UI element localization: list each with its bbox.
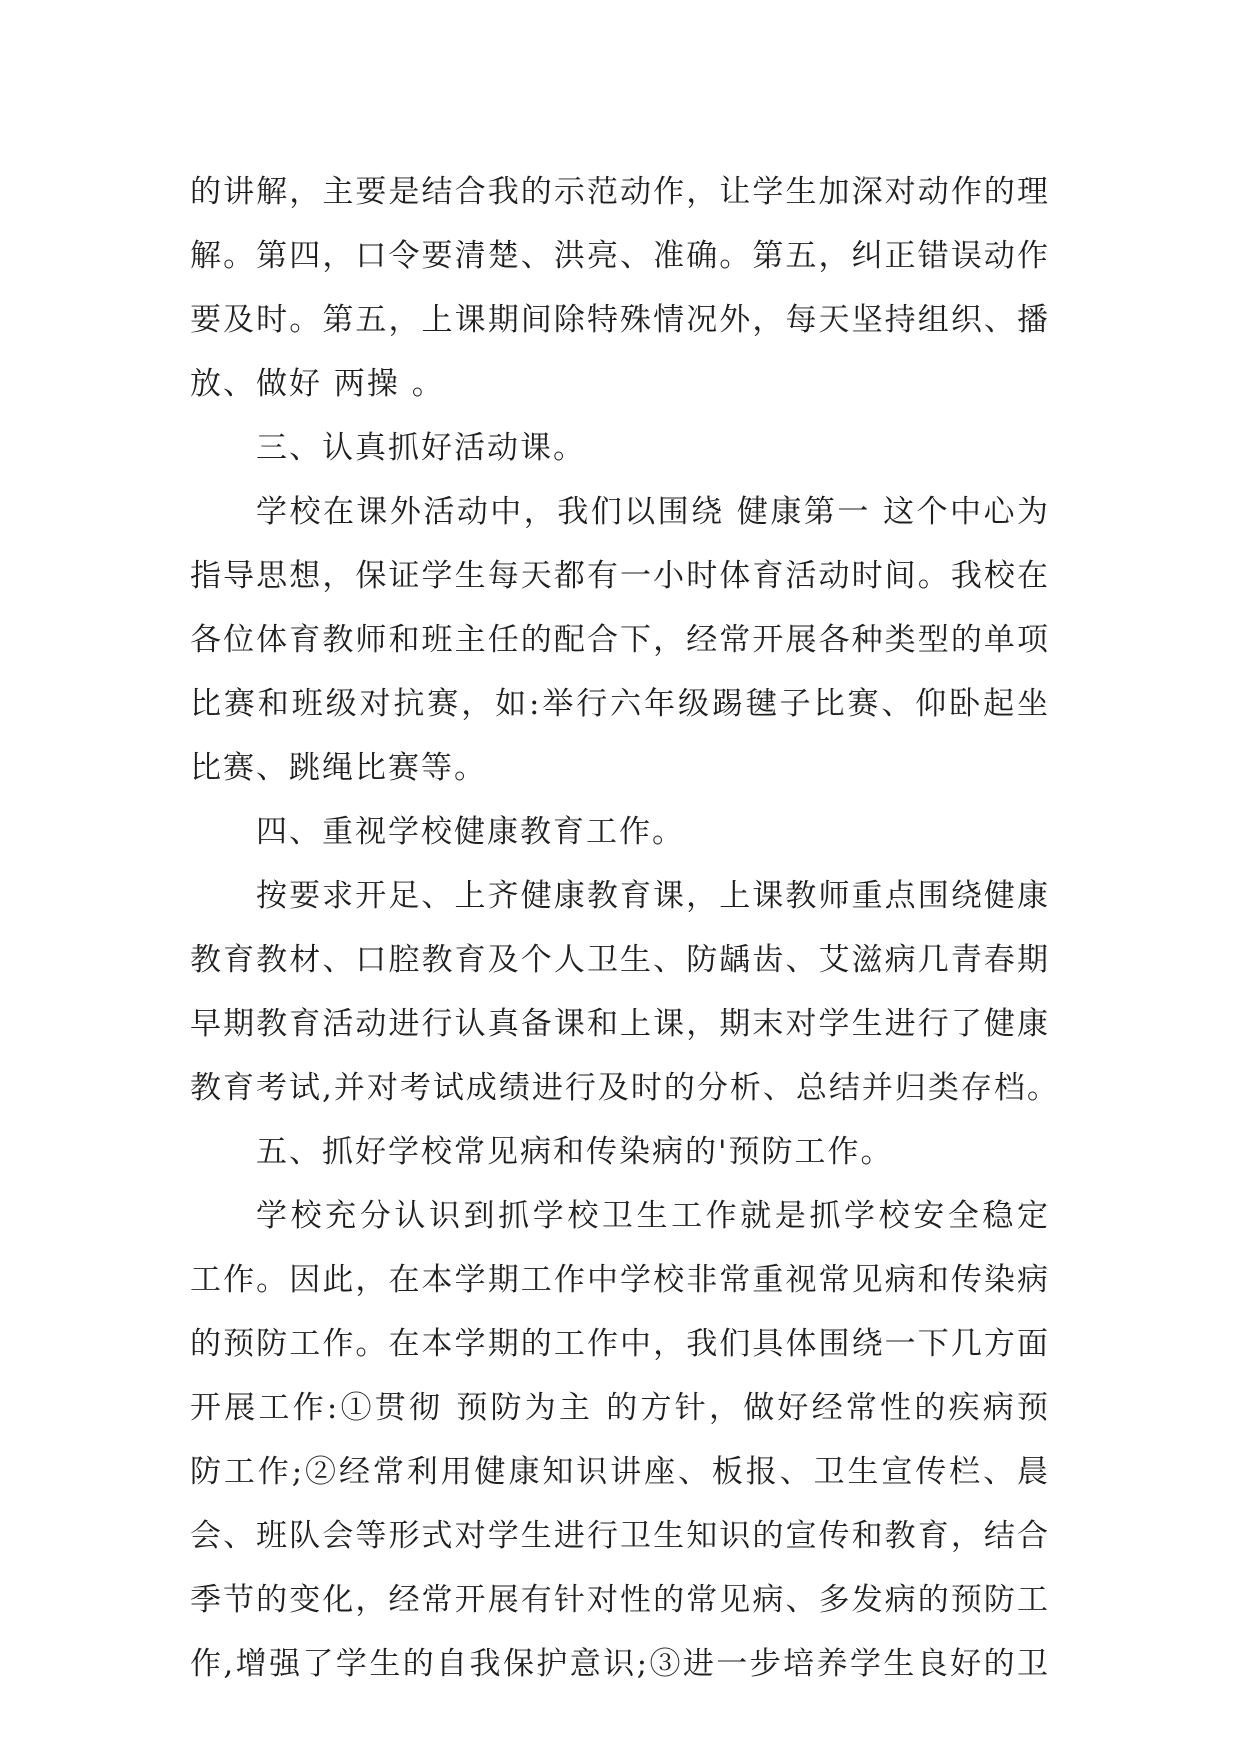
text-line: 早期教育活动进行认真备课和上课，期末对学生进行了健康	[190, 1006, 1050, 1042]
text-line: 按要求开足、上齐健康教育课，上课教师重点围绕健康	[256, 878, 1050, 914]
paragraph-continuation	[190, 160, 1050, 416]
text-line: 会、班队会等形式对学生进行卫生知识的宣传和教育，结合	[190, 1518, 1050, 1554]
text-line: 作,增强了学生的自我保护意识;③进一步培养学生良好的卫	[190, 1646, 1050, 1682]
heading-text: 四、重视学校健康教育工作。	[256, 814, 685, 850]
text-line: 比赛和班级对抗赛，如:举行六年级踢毽子比赛、仰卧起坐	[190, 686, 1050, 722]
text-line: 解。第四，口令要清楚、洪亮、准确。第五，纠正错误动作	[190, 238, 1050, 274]
text-line: 开展工作:①贯彻 预防为主 的方针，做好经常性的疾病预	[190, 1390, 1050, 1426]
text-line: 的预防工作。在本学期的工作中，我们具体围绕一下几方面	[190, 1326, 1050, 1362]
section-heading-5	[190, 1120, 1050, 1184]
text-line: 季节的变化，经常开展有针对性的常见病、多发病的预防工	[190, 1582, 1050, 1618]
text-line: 教育教材、口腔教育及个人卫生、防龋齿、艾滋病几青春期	[190, 942, 1050, 978]
text-line: 防工作;②经常利用健康知识讲座、板报、卫生宣传栏、晨	[190, 1454, 1050, 1490]
paragraph-health-education	[190, 864, 1060, 1120]
section-heading-3	[190, 416, 1050, 480]
document-body	[190, 160, 1060, 1696]
text-line: 要及时。第五，上课期间除特殊情况外，每天坚持组织、播	[190, 302, 1050, 338]
text-line: 各位体育教师和班主任的配合下，经常开展各种类型的单项	[190, 622, 1050, 658]
text-line: 的讲解，主要是结合我的示范动作，让学生加深对动作的理	[190, 174, 1050, 210]
paragraph-disease-prevention	[190, 1184, 1050, 1696]
text-line: 学校充分认识到抓学校卫生工作就是抓学校安全稳定	[256, 1198, 1050, 1234]
text-line: 学校在课外活动中，我们以围绕 健康第一 这个中心为	[256, 494, 1050, 530]
paragraph-activities	[190, 480, 1050, 800]
section-heading-4	[190, 800, 1050, 864]
text-line: 放、做好 两操 。	[190, 366, 445, 402]
heading-text: 三、认真抓好活动课。	[256, 430, 586, 466]
text-line: 比赛、跳绳比赛等。	[190, 750, 487, 786]
text-line: 指导思想，保证学生每天都有一小时体育活动时间。我校在	[190, 558, 1050, 594]
text-line: 工作。因此，在本学期工作中学校非常重视常见病和传染病	[190, 1262, 1050, 1298]
heading-text: 五、抓好学校常见病和传染病的'预防工作。	[256, 1134, 894, 1170]
text-line: 教育考试,并对考试成绩进行及时的分析、总结并归类存档。	[190, 1070, 1060, 1106]
